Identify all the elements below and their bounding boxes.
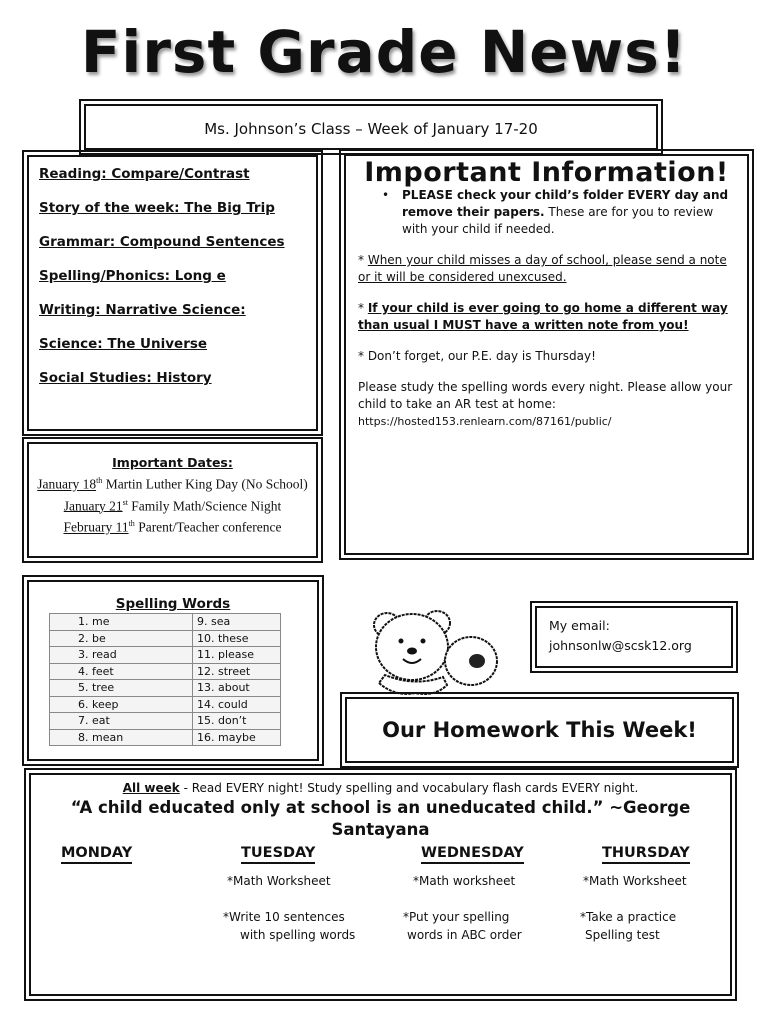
subject-writing: Writing: Narrative Science: <box>39 302 246 318</box>
table-row <box>50 647 281 664</box>
ar-test-url[interactable]: https://hosted153.renlearn.com/87161/public/ <box>358 415 612 428</box>
absence-text: When your child misses a day of school, please send a note or it will be considered unexcused. <box>358 253 727 284</box>
table-row <box>50 630 281 647</box>
table-row <box>50 663 281 680</box>
spelling-word: 6. keep <box>50 696 193 713</box>
spelling-word: 16. maybe <box>193 729 281 746</box>
homework-box <box>29 773 732 996</box>
wednesday-task-2b: words in ABC order <box>407 928 522 942</box>
table-row <box>50 729 281 746</box>
all-week-label: All week <box>122 781 180 795</box>
email-address[interactable]: johnsonlw@scsk12.org <box>549 638 692 653</box>
table-row <box>50 680 281 697</box>
wednesday-task-2: *Put your spelling <box>403 910 510 924</box>
date-suffix: st <box>122 497 128 507</box>
day-wednesday: WEDNESDAY <box>421 845 524 864</box>
homework-heading-box <box>345 697 734 763</box>
subject-reading: Reading: Compare/Contrast <box>39 166 250 182</box>
date-item <box>35 472 310 494</box>
tuesday-task-2b: with spelling words <box>240 928 356 942</box>
all-week-text: - Read EVERY night! Study spelling and vocabulary flash cards EVERY night. <box>179 781 639 795</box>
go-home-text: If your child is ever going to go home a different way than usual I MUST have a written note from you! <box>358 301 728 332</box>
tuesday-task-2: *Write 10 sentences <box>223 910 345 924</box>
email-box <box>535 606 733 668</box>
info-pe-day: * Don’t forget, our P.E. day is Thursday! <box>358 349 596 363</box>
star-mark: * <box>358 301 368 315</box>
email-label: My email: <box>549 618 610 633</box>
class-banner <box>84 104 658 150</box>
spelling-heading: Spelling Words <box>115 596 231 612</box>
spelling-words-box <box>27 580 319 761</box>
quote: “A child educated only at school is an uneducated child.” ~George Santayana <box>70 798 691 839</box>
dates-heading: Important Dates: <box>112 455 233 470</box>
spelling-word: 8. mean <box>50 729 193 746</box>
spelling-word: 12. street <box>193 663 281 680</box>
date-text: Family Math/Science Night <box>127 498 282 513</box>
page-title: First Grade News! <box>80 18 688 86</box>
thursday-task-2b: Spelling test <box>585 928 660 942</box>
wednesday-task-1: *Math worksheet <box>413 874 516 888</box>
date-text: Martin Luther King Day (No School) <box>102 476 308 492</box>
spelling-word: 1. me <box>50 614 193 631</box>
day-thursday: THURSDAY <box>602 845 690 864</box>
spelling-word: 15. don’t <box>193 713 281 730</box>
date-suffix: th <box>128 519 135 528</box>
homework-heading: Our Homework This Week! <box>382 718 697 742</box>
homework-days <box>45 841 716 981</box>
info-bullet-rest: These are for you to review with your child if needed. <box>402 205 714 236</box>
subject-story: Story of the week: The Big Trip <box>39 200 275 216</box>
bullet-dot-icon: • <box>382 188 390 202</box>
subject-science: Science: The Universe <box>39 336 208 352</box>
info-heading: Important Information! <box>364 157 729 188</box>
subject-social-studies: Social Studies: History <box>39 370 212 386</box>
thursday-task-1: *Math Worksheet <box>583 874 687 888</box>
subject-grammar: Grammar: Compound Sentences <box>39 234 285 250</box>
table-row <box>50 614 281 631</box>
info-go-home-note <box>358 300 735 334</box>
table-row <box>50 696 281 713</box>
spelling-word: 5. tree <box>50 680 193 697</box>
spelling-word: 3. read <box>50 647 193 664</box>
class-line: Ms. Johnson’s Class – Week of January 17-20 <box>204 120 538 138</box>
teddy-bear-icon <box>365 605 505 700</box>
spelling-table <box>49 613 281 746</box>
date-text: Parent/Teacher conference <box>134 519 282 535</box>
day-tuesday: TUESDAY <box>241 845 315 864</box>
date-item <box>35 515 310 537</box>
spelling-word: 11. please <box>193 647 281 664</box>
date-label: January 21 <box>63 498 123 513</box>
subject-spelling: Spelling/Phonics: Long e <box>39 268 226 284</box>
thursday-task-2: *Take a practice <box>580 910 677 924</box>
spelling-word: 9. sea <box>193 614 281 631</box>
tuesday-task-1: *Math Worksheet <box>227 874 331 888</box>
star-mark: * <box>358 253 368 267</box>
spelling-word: 2. be <box>50 630 193 647</box>
info-absence-note <box>358 252 735 286</box>
subjects-box <box>27 155 318 431</box>
info-spelling-note: Please study the spelling words every night. Please allow your child to take an AR test at home: <box>358 380 733 411</box>
all-week-line <box>45 781 716 795</box>
spelling-word: 7. eat <box>50 713 193 730</box>
date-label: January 18 <box>37 476 97 492</box>
date-label: February 11 <box>63 519 129 535</box>
spelling-word: 4. feet <box>50 663 193 680</box>
spelling-word: 10. these <box>193 630 281 647</box>
table-row <box>50 713 281 730</box>
spelling-word: 13. about <box>193 680 281 697</box>
info-bullet-bold: PLEASE check your child’s folder EVERY day and remove their papers. <box>402 188 729 219</box>
important-info-box <box>344 154 749 555</box>
important-dates-box <box>27 442 318 558</box>
date-suffix: th <box>96 476 103 485</box>
info-bullet <box>358 187 735 238</box>
day-monday: MONDAY <box>61 845 132 864</box>
spelling-word: 14. could <box>193 696 281 713</box>
date-item <box>35 494 310 516</box>
